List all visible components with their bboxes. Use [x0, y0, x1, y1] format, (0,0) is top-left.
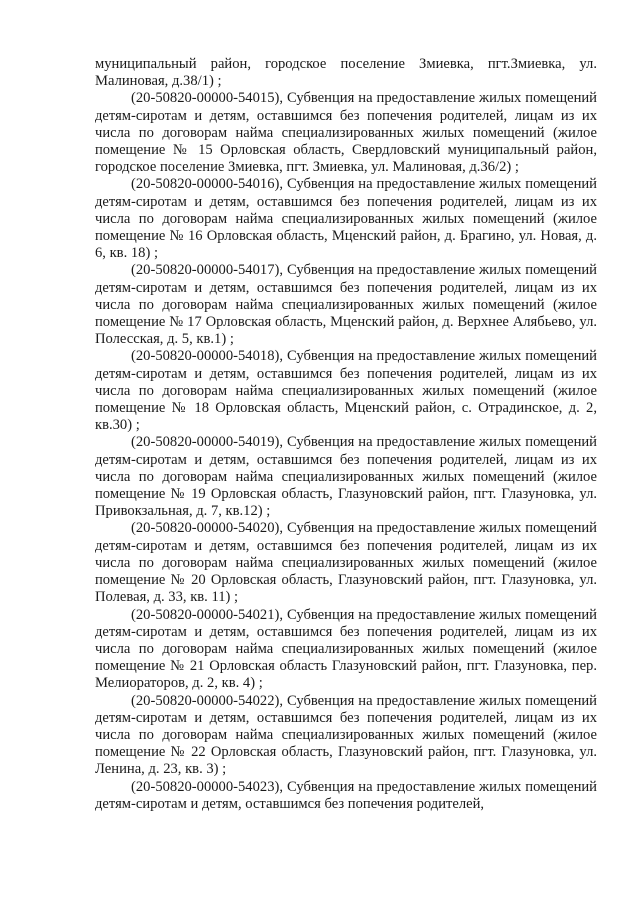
- paragraph-54020: (20-50820-00000-54020), Субвенция на предоставление жилых помещений детям-сиротам и детям, оставшимся без попечения родителей, лицам из их числа по договорам найма специализированных жилых помещений (жилое помещение № 20 Орловская область, Глазуновский район, пгт. Глазуновка, ул. Полевая, д. 33, кв. 11) ;: [95, 520, 597, 606]
- paragraph-54018: (20-50820-00000-54018), Субвенция на предоставление жилых помещений детям-сиротам и детям, оставшимся без попечения родителей, лицам из их числа по договорам найма специализированных жилых помещений (жилое помещение № 18 Орловская область, Мценский район, с. Отрадинское, д. 2, кв.30) ;: [95, 348, 597, 434]
- paragraph-54015: (20-50820-00000-54015), Субвенция на предоставление жилых помещений детям-сиротам и детям, оставшимся без попечения родителей, лицам из их числа по договорам найма специализированных жилых помещений (жилое помещение № 15 Орловская область, Свердловский муниципальный район, городское поселение Змиевка, пгт. Змиевка, ул. Малиновая, д.36/2) ;: [95, 90, 597, 176]
- paragraph-54021: (20-50820-00000-54021), Субвенция на предоставление жилых помещений детям-сиротам и детям, оставшимся без попечения родителей, лицам из их числа по договорам найма специализированных жилых помещений (жилое помещение № 21 Орловская область Глазуновский район, пгт. Глазуновка, пер. Мелиораторов, д. 2, кв. 4) ;: [95, 606, 597, 692]
- paragraph-continuation: муниципальный район, городское поселение Змиевка, пгт.Змиевка, ул. Малиновая, д.38/1) ;: [95, 56, 597, 90]
- paragraph-54019: (20-50820-00000-54019), Субвенция на предоставление жилых помещений детям-сиротам и детям, оставшимся без попечения родителей, лицам из их числа по договорам найма специализированных жилых помещений (жилое помещение № 19 Орловская область, Глазуновский район, пгт. Глазуновка, ул. Привокзальная, д. 7, кв.12) ;: [95, 434, 597, 520]
- paragraph-54022: (20-50820-00000-54022), Субвенция на предоставление жилых помещений детям-сиротам и детям, оставшимся без попечения родителей, лицам из их числа по договорам найма специализированных жилых помещений (жилое помещение № 22 Орловская область, Глазуновский район, пгт. Глазуновка, ул. Ленина, д. 23, кв. 3) ;: [95, 692, 597, 778]
- paragraph-54016: (20-50820-00000-54016), Субвенция на предоставление жилых помещений детям-сиротам и детям, оставшимся без попечения родителей, лицам из их числа по договорам найма специализированных жилых помещений (жилое помещение № 16 Орловская область, Мценский район, д. Брагино, ул. Новая, д. 6, кв. 18) ;: [95, 176, 597, 262]
- paragraph-54017: (20-50820-00000-54017), Субвенция на предоставление жилых помещений детям-сиротам и детям, оставшимся без попечения родителей, лицам из их числа по договорам найма специализированных жилых помещений (жилое помещение № 17 Орловская область, Мценский район, д. Верхнее Алябьево, ул. Полесская, д. 5, кв.1) ;: [95, 262, 597, 348]
- paragraph-54023: (20-50820-00000-54023), Субвенция на предоставление жилых помещений детям-сиротам и детям, оставшимся без попечения родителей,: [95, 778, 597, 812]
